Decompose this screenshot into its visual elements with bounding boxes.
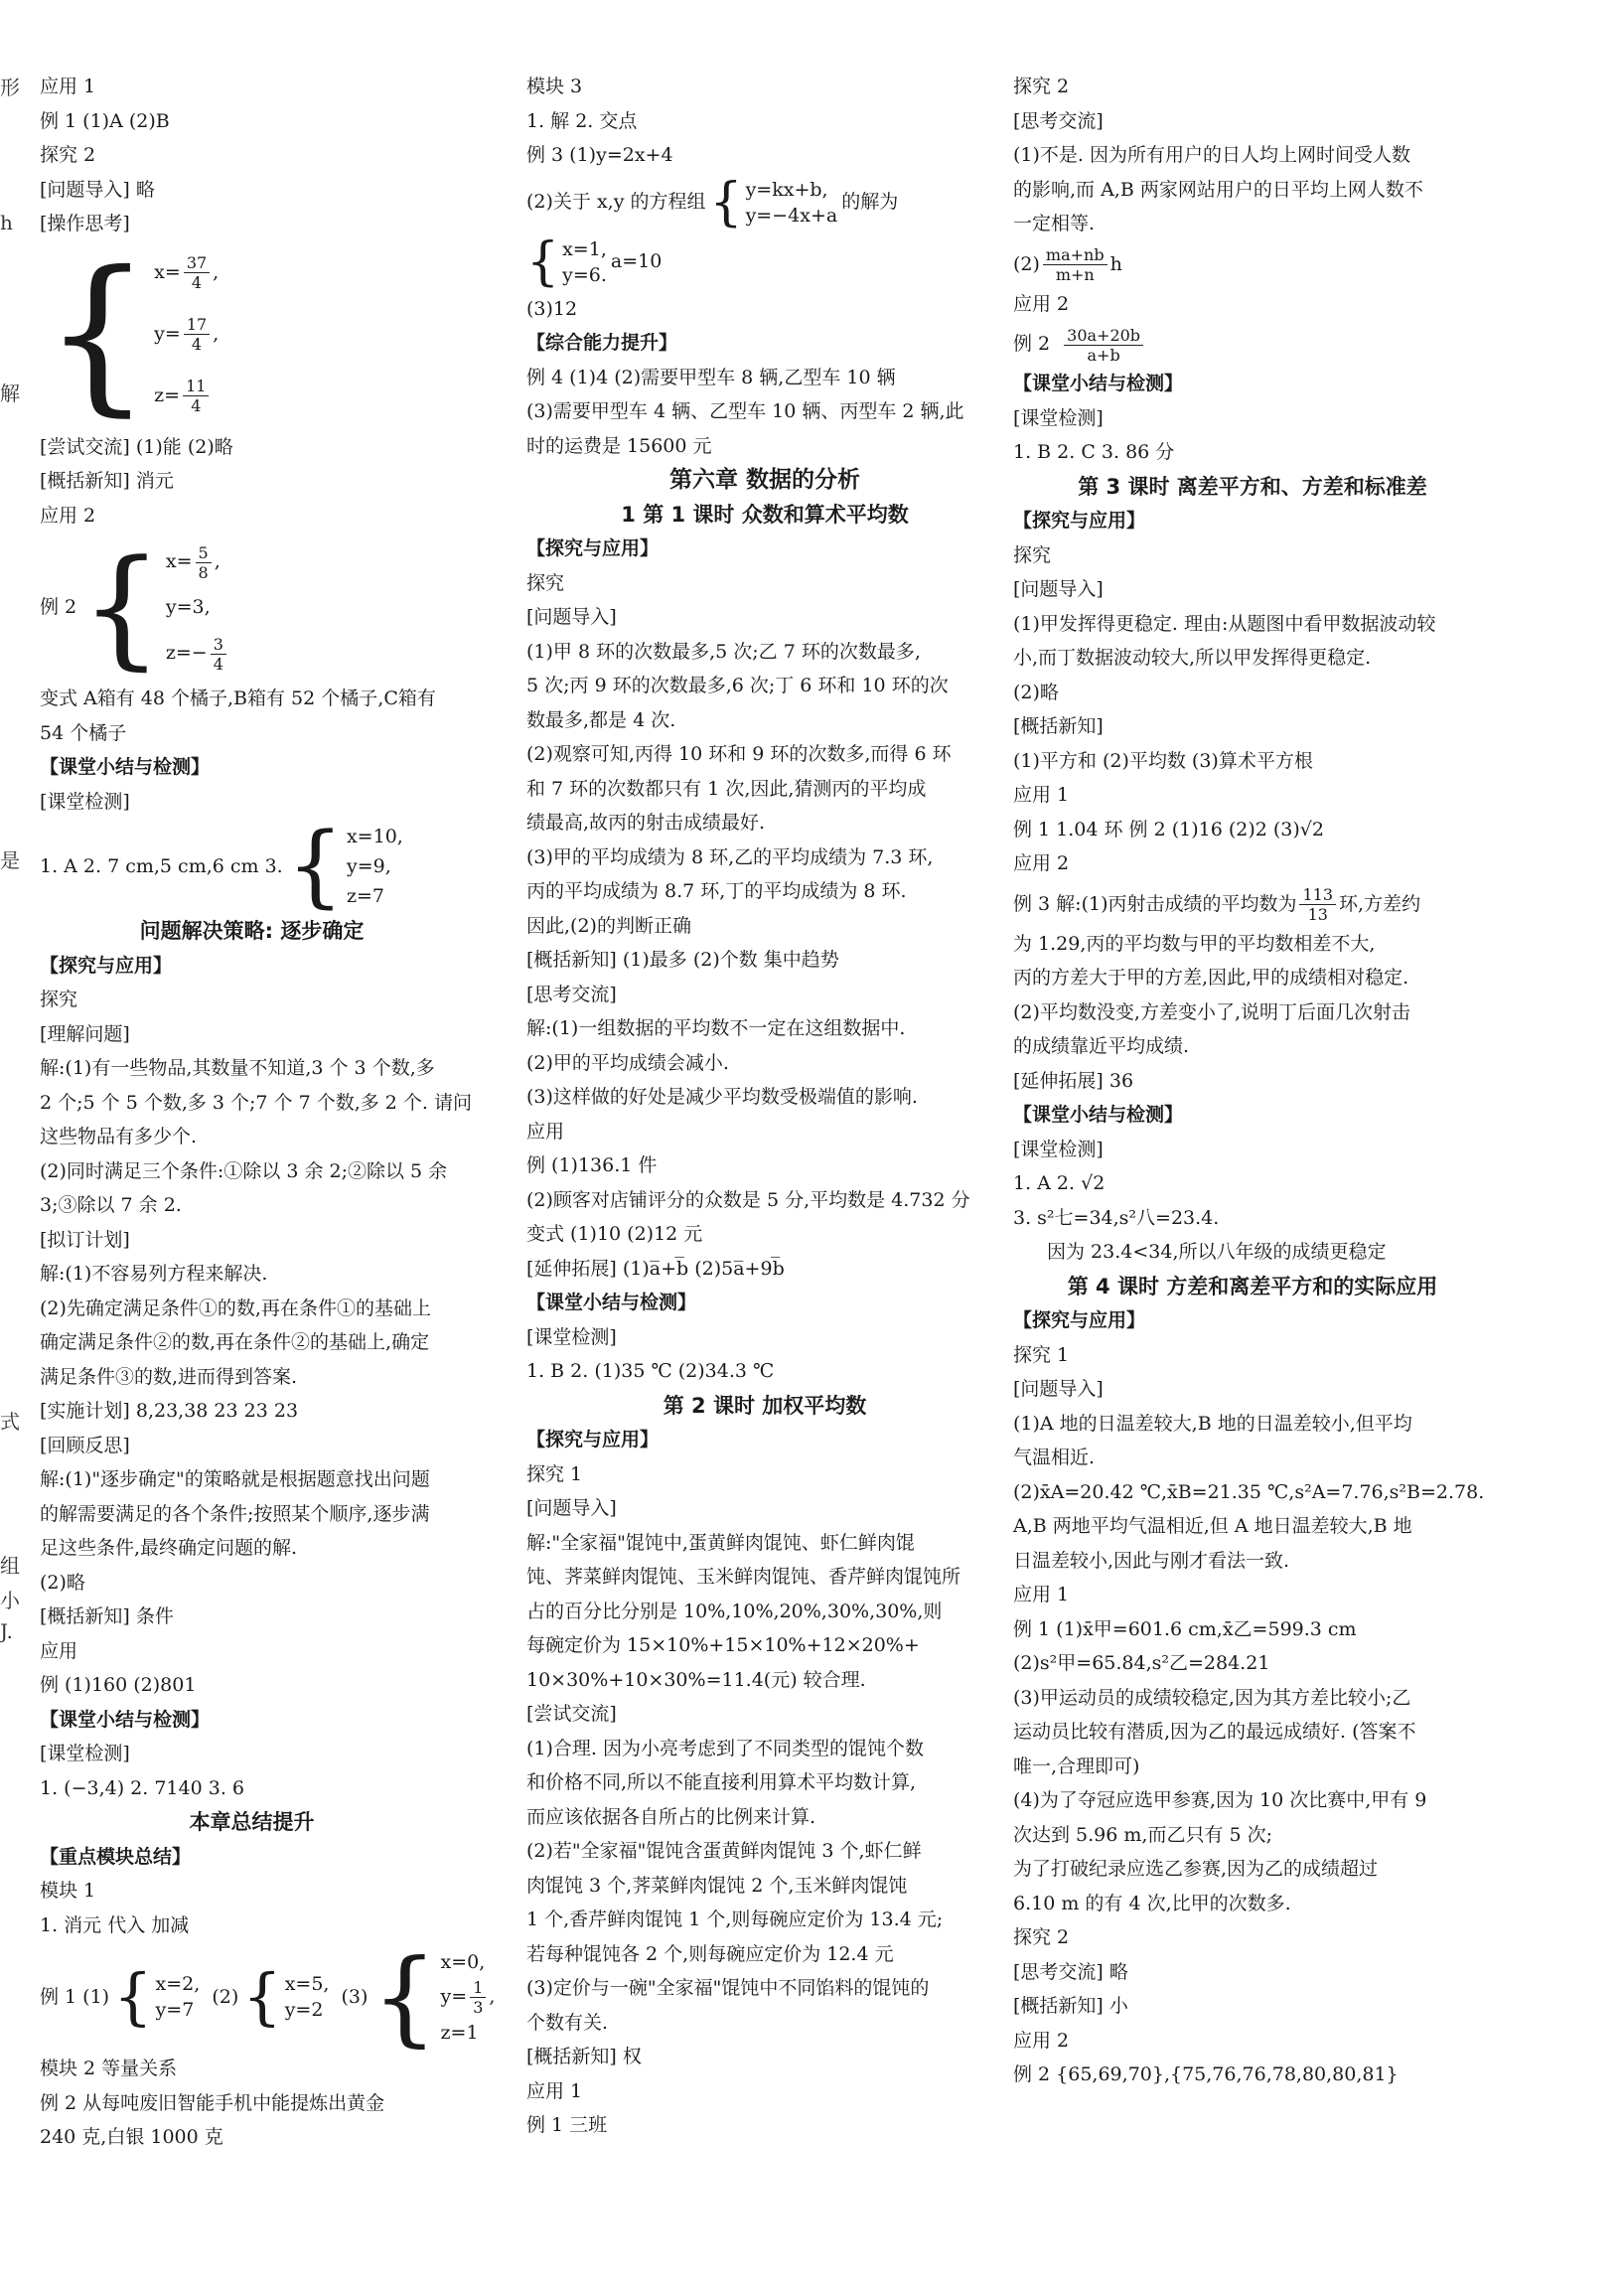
section-heading: 【探究与应用】	[1013, 510, 1146, 532]
text-line: 确定满足条件②的数,再在条件②的基础上,确定	[40, 1331, 430, 1353]
text-line: 探究 1	[1013, 1343, 1070, 1366]
text-line: 应用 2	[40, 504, 96, 527]
text-line: 1. B 2. C 3. 86 分	[1013, 441, 1175, 463]
text-line: [概括新知] (1)最多 (2)个数 集中趋势	[526, 949, 839, 971]
lesson-title: 第 4 课时 方差和离差平方和的实际应用	[1067, 1274, 1438, 1298]
section-heading: 【探究与应用】	[526, 537, 660, 559]
fraction-line: 例 2 $\frac{30a+20b}{a+b}$	[1013, 321, 1492, 367]
text-line: (2)先确定满足条件①的数,再在条件①的基础上	[40, 1297, 431, 1319]
section-heading: 【课堂小结与检测】	[1013, 1104, 1184, 1126]
text-line: 例 1 1.04 环 例 2 (1)16 (2)2 (3)√2	[1013, 818, 1324, 840]
text-line: [问题导入]	[1013, 1378, 1104, 1400]
text-line: 解:(1)不容易列方程来解决.	[40, 1263, 268, 1285]
text-line: 模块 2 等量关系	[40, 2058, 178, 2079]
text-line: [延伸拓展] 36	[1013, 1069, 1134, 1092]
text-line: (2)甲的平均成绩会减小.	[526, 1051, 729, 1074]
text-line: 数最多,都是 4 次.	[526, 708, 676, 731]
text-line: 运动员比较有潜质,因为乙的最远成绩好. (答案不	[1013, 1721, 1416, 1743]
text-line: (3)甲运动员的成绩较稳定,因为其方差比较小;乙	[1013, 1686, 1411, 1709]
margin-char: J.	[0, 1619, 13, 1643]
text-line: 探究 2	[40, 144, 96, 166]
margin-char: h	[0, 211, 13, 234]
text-line: 应用 1	[40, 76, 96, 97]
section-heading: 【探究与应用】	[40, 954, 173, 977]
text-line: (2)x̄A=20.42 ℃,x̄B=21.35 ℃,s²A=7.76,s²B=2.78.	[1013, 1480, 1485, 1503]
text-line: (1)甲发挥得更稳定. 理由:从题图中看甲数据波动较	[1013, 612, 1436, 635]
equation-line: { x=1, y=6. a=10	[526, 231, 663, 292]
text-line: 探究 2	[1013, 76, 1070, 97]
text-line: A,B 两地平均气温相近,但 A 地日温差较大,B 地	[1013, 1515, 1412, 1537]
text-line: 应用	[40, 1639, 78, 1662]
section-heading: 【重点模块总结】	[40, 1845, 192, 1868]
text-line: 6.10 m 的有 4 次,比甲的次数多.	[1013, 1892, 1291, 1914]
text-line: 饨、荠菜鲜肉馄饨、玉米鲜肉馄饨、香芹鲜肉馄饨所	[526, 1566, 961, 1588]
text-line: (2)平均数没变,方差变小了,说明丁后面几次射击	[1013, 1000, 1410, 1023]
text-line: 例 2 从每吨废旧智能手机中能提炼出黄金	[40, 2091, 385, 2114]
text-line: 应用 1	[1013, 784, 1070, 806]
fraction-line: (2) $\frac{ma+nb}{m+n}$ h	[1013, 245, 1122, 284]
text-line: 例 1 (1)x̄甲=601.6 cm,x̄乙=599.3 cm	[1013, 1617, 1357, 1640]
text-line: [操作思考]	[40, 213, 130, 234]
text-line: 为了打破纪录应选乙参赛,因为乙的成绩超过	[1013, 1858, 1379, 1880]
text-line: 例 1 (1)A (2)B	[40, 109, 170, 132]
text-line: 这些物品有多少个.	[40, 1126, 198, 1147]
text-line: 日温差较小,因此与刚才看法一致.	[1013, 1549, 1290, 1572]
margin-char: 是	[0, 848, 20, 872]
text-line: 1 个,香芹鲜肉馄饨 1 个,则每碗应定价为 13.4 元;	[526, 1908, 944, 1930]
text-line: 绩最高,故丙的射击成绩最好.	[526, 812, 766, 834]
text-line: 若每种馄饨各 2 个,则每碗应定价为 12.4 元	[526, 1942, 894, 1965]
text-line: [问题导入]	[526, 606, 617, 628]
text-line: 丙的方差大于甲的方差,因此,甲的成绩相对稳定.	[1013, 967, 1409, 989]
text-line: 肉馄饨 3 个,荠菜鲜肉馄饨 2 个,玉米鲜肉馄饨	[526, 1874, 908, 1897]
text-line: (1)A 地的日温差较大,B 地的日温差较小,但平均	[1013, 1412, 1412, 1435]
text-line: 解:(1)一组数据的平均数不一定在这组数据中.	[526, 1017, 906, 1039]
text-line: 解:(1)有一些物品,其数量不知道,3 个 3 个数,多	[40, 1057, 435, 1079]
column-left	[0, 70, 498, 2155]
text-line: (2)同时满足三个条件:①除以 3 余 2;②除以 5 余	[40, 1159, 448, 1182]
text-line: 1. 消元 代入 加减	[40, 1913, 190, 1936]
text-line: 3. s²七=34,s²八=23.4.	[1013, 1206, 1220, 1229]
text-line: 个数有关.	[526, 2011, 609, 2034]
text-line: [概括新知] 小	[1013, 1995, 1128, 2017]
text-line: [思考交流]	[1013, 109, 1104, 132]
text-line: 1. A 2. √2	[1013, 1172, 1106, 1194]
margin-char: 组	[0, 1554, 20, 1578]
text-line: 240 克,白银 1000 克	[40, 2126, 223, 2148]
text-line: 探究	[526, 571, 565, 594]
fraction-line: 例 3 解:(1)丙射击成绩的平均数为 $\frac{113}{13}$ 环,方差约	[1013, 885, 1421, 924]
lesson-title: 第 3 课时 离差平方和、方差和标准差	[1078, 474, 1427, 499]
text-line: 模块 3	[526, 76, 583, 97]
equation-line: (2)关于 x,y 的方程组 { y=kx+b, y=−4x+a 的解为	[526, 172, 899, 232]
text-line: 和价格不同,所以不能直接利用算术平均数计算,	[526, 1771, 917, 1793]
text-line: [课堂检测]	[1013, 406, 1104, 429]
text-line: 因此,(2)的判断正确	[526, 914, 691, 937]
text-line: (1)合理. 因为小亮考虑到了不同类型的馄饨个数	[526, 1737, 924, 1759]
text-line: 每碗定价为 15×10%+15×10%+12×20%+	[526, 1634, 920, 1656]
text-line: 的成绩靠近平均成绩.	[1013, 1035, 1190, 1057]
text-line: 解:"全家福"馄饨中,蛋黄鲜肉馄饨、虾仁鲜肉馄	[526, 1531, 915, 1554]
text-line: 应用 2	[1013, 852, 1070, 874]
text-line: 应用 1	[526, 2079, 583, 2102]
text-line: [尝试交流] (1)能 (2)略	[40, 435, 233, 458]
text-line: (3)定价与一碗"全家福"馄饨中不同馅料的馄饨的	[526, 1977, 930, 1999]
section-heading: 【课堂小结与检测】	[526, 1292, 697, 1313]
text-line: [问题导入] 略	[40, 178, 155, 201]
text-line: [回顾反思]	[40, 1434, 130, 1456]
text-line: 模块 1	[40, 1880, 96, 1902]
text-line: [课堂检测]	[1013, 1138, 1104, 1160]
section-heading: 【探究与应用】	[526, 1429, 660, 1450]
margin-char: 形	[0, 76, 20, 99]
section-title: 问题解决策略: 逐步确定	[139, 919, 365, 943]
chapter-title: 第六章 数据的分析	[668, 467, 860, 493]
text-line: [概括新知] 权	[526, 2046, 642, 2067]
equation-system: 例 2 { x= $\frac{5}{8}$ , y=3, z=− $\frac{3}{4}$	[6, 533, 498, 682]
section-title: 本章总结提升	[189, 1810, 315, 1834]
text-line: 的影响,而 A,B 两家网站用户的日平均上网人数不	[1013, 178, 1423, 201]
text-line: 例 4 (1)4 (2)需要甲型车 8 辆,乙型车 10 辆	[526, 366, 896, 388]
text-line: [课堂检测]	[40, 790, 130, 813]
text-line: (2)略	[1013, 681, 1059, 703]
text-line: 10×30%+10×30%=11.4(元) 较合理.	[526, 1668, 866, 1691]
text-line: [问题导入]	[1013, 578, 1104, 600]
text-line: 例 (1)136.1 件	[526, 1154, 658, 1176]
text-line: 3;③除以 7 余 2.	[40, 1194, 182, 1216]
text-line: 例 2 {65,69,70},{75,76,76,78,80,80,81}	[1013, 2063, 1399, 2085]
text-line: 探究 2	[1013, 1926, 1070, 1948]
text-line: 2 个;5 个 5 个数,多 3 个;7 个 7 个数,多 2 个. 请问	[40, 1091, 473, 1114]
text-line: (1)平方和 (2)平均数 (3)算术平方根	[1013, 749, 1313, 772]
text-line: 例 1 三班	[526, 2114, 608, 2136]
text-line: (2)略	[40, 1571, 85, 1594]
text-line: [问题导入]	[526, 1497, 617, 1519]
text-line: (3)这样做的好处是减少平均数受极端值的影响.	[526, 1086, 918, 1108]
margin-char: 式	[0, 1410, 20, 1434]
equation-system: { x= $\frac{37}{4}$ , y= $\frac{17}{4}$ , z= $\frac{11}{4}$	[44, 234, 220, 432]
section-heading: 【探究与应用】	[1013, 1309, 1146, 1331]
text-line: (1)甲 8 环的次数最多,5 次;乙 7 环的次数最多,	[526, 640, 921, 663]
text-line: 小,而丁数据波动较大,所以甲发挥得更稳定.	[1013, 647, 1372, 669]
text-line: (3)甲的平均成绩为 8 环,乙的平均成绩为 7.3 环,	[526, 845, 934, 868]
section-heading: 【课堂小结与检测】	[40, 756, 211, 778]
text-line: 一定相等.	[1013, 213, 1096, 234]
section-heading: 【课堂小结与检测】	[1013, 373, 1184, 394]
text-line: 因为 23.4<34,所以八年级的成绩更稳定	[1047, 1241, 1387, 1263]
text-line: [延伸拓展] (1)a̅+b̅ (2)5a̅+9b̅	[526, 1257, 785, 1280]
text-line: 唯一,合理即可)	[1013, 1755, 1140, 1777]
text-line: [拟订计划]	[40, 1228, 130, 1251]
text-line: [概括新知] 条件	[40, 1605, 174, 1627]
text-line: 满足条件③的数,进而得到答案.	[40, 1365, 298, 1388]
text-line: 而应该依据各自所占的比例来计算.	[526, 1805, 816, 1828]
text-line: 变式 (1)10 (2)12 元	[526, 1223, 703, 1245]
text-line: 气温相近.	[1013, 1447, 1096, 1468]
answer-line: 1. A 2. 7 cm,5 cm,6 cm 3. { x=10, y=9, z=7	[40, 814, 403, 918]
text-line: (2)观察可知,丙得 10 环和 9 环的次数多,而得 6 环	[526, 743, 952, 765]
text-line: 54 个橘子	[40, 721, 127, 744]
text-line: 探究 1	[526, 1462, 583, 1485]
column-middle	[526, 70, 1003, 2143]
section-heading: 【综合能力提升】	[526, 332, 678, 354]
text-line: 时的运费是 15600 元	[526, 434, 712, 457]
text-line: 例 (1)160 (2)801	[40, 1674, 197, 1696]
text-line: [实施计划] 8,23,38 23 23 23	[40, 1400, 299, 1422]
text-line: 应用 1	[1013, 1584, 1070, 1605]
text-line: (2)s²甲=65.84,s²乙=284.21	[1013, 1652, 1270, 1674]
lesson-title: 第 2 课时 加权平均数	[663, 1393, 867, 1418]
text-line: 为 1.29,丙的平均数与甲的平均数相差不大,	[1013, 932, 1376, 955]
text-line: (3)需要甲型车 4 辆、乙型车 10 辆、丙型车 2 辆,此	[526, 400, 964, 422]
text-line: 变式 A箱有 48 个橘子,B箱有 52 个橘子,C箱有	[40, 687, 436, 709]
text-line: 5 次;丙 9 环的次数最多,6 次;丁 6 环和 10 环的次	[526, 675, 949, 696]
text-line: 1. B 2. (1)35 ℃ (2)34.3 ℃	[526, 1360, 775, 1382]
text-line: 1. 解 2. 交点	[526, 109, 638, 132]
answer-line: 例 1 (1) { x=2, y=7 (2) { x=5, y=2 (3) { x=0, y= $\frac{1}{3}$ , z=1	[40, 1936, 496, 2058]
text-line: (2)顾客对店铺评分的众数是 5 分,平均数是 4.732 分	[526, 1188, 970, 1211]
text-line: 应用 2	[1013, 292, 1070, 315]
text-line: (4)为了夺冠应选甲参赛,因为 10 次比赛中,甲有 9	[1013, 1789, 1427, 1811]
text-line: 次达到 5.96 m,而乙只有 5 次;	[1013, 1823, 1273, 1846]
text-line: 探究	[40, 989, 78, 1010]
margin-char: 小	[0, 1589, 20, 1612]
text-line: [思考交流] 略	[1013, 1960, 1128, 1983]
text-line: 足这些条件,最终确定问题的解.	[40, 1537, 298, 1559]
section-heading: 【课堂小结与检测】	[40, 1708, 211, 1731]
text-line: (2)若"全家福"馄饨含蛋黄鲜肉馄饨 3 个,虾仁鲜	[526, 1840, 922, 1862]
text-line: 应用 2	[1013, 2029, 1070, 2052]
margin-char: 解	[0, 382, 20, 405]
text-line: [概括新知] 消元	[40, 470, 174, 492]
text-line: (3)12	[526, 297, 578, 320]
text-line: [理解问题]	[40, 1022, 130, 1045]
text-line: [课堂检测]	[526, 1325, 617, 1348]
text-line: 解:(1)"逐步确定"的策略就是根据题意找出问题	[40, 1468, 430, 1490]
text-line: [课堂检测]	[40, 1743, 130, 1764]
column-right	[1013, 70, 1492, 2092]
text-line: 探究	[1013, 543, 1052, 566]
lesson-title: 1 第 1 课时 众数和算术平均数	[621, 502, 909, 527]
text-line: [尝试交流]	[526, 1703, 617, 1725]
text-line: 和 7 环的次数都只有 1 次,因此,猜测丙的平均成	[526, 777, 927, 800]
text-line: 1. (−3,4) 2. 7140 3. 6	[40, 1776, 244, 1799]
text-line: 应用	[526, 1120, 565, 1143]
text-line: [思考交流]	[526, 983, 617, 1005]
text-line: 的解需要满足的各个条件;按照某个顺序,逐步满	[40, 1502, 430, 1525]
text-line: (1)不是. 因为所有用户的日人均上网时间受人数	[1013, 144, 1410, 166]
text-line: [概括新知]	[1013, 715, 1104, 737]
text-line: 占的百分比分别是 10%,10%,20%,30%,30%,则	[526, 1600, 943, 1622]
text-line: 丙的平均成绩为 8.7 环,丁的平均成绩为 8 环.	[526, 880, 907, 902]
text-line: 例 3 (1)y=2x+4	[526, 144, 673, 166]
